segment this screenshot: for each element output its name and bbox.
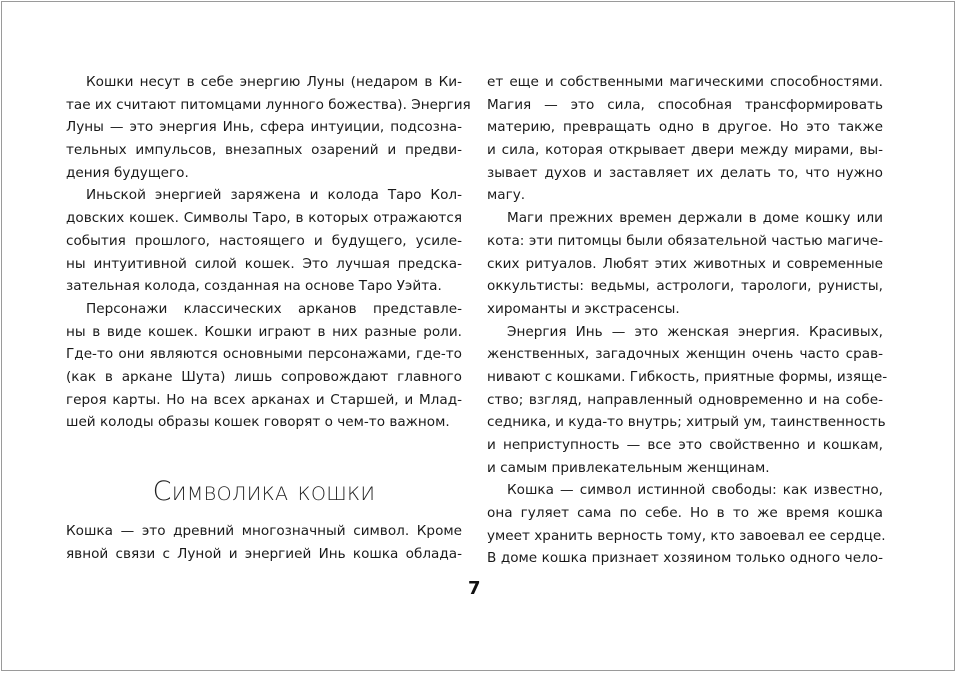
text-line: и сила, которая открывает двери между мирами, вы- <box>487 142 883 159</box>
text-line: ство; взгляд, направленный одновременно и на собе- <box>487 391 883 408</box>
text-line: героя карты. Но на всех арканах и Старшей, и Млад- <box>66 391 462 408</box>
text-line: магу. <box>487 187 526 204</box>
text-line: ских ритуалов. Любят этих животных и современные <box>487 255 883 272</box>
text-line: тае их считают питомцами лунного божества). Энергия <box>66 96 471 113</box>
text-line: тельных импульсов, внезапных озарений и предви- <box>66 142 462 159</box>
left-column <box>66 71 471 434</box>
text-line: и неприступность — все это свойственно и кошкам, <box>487 437 883 453</box>
text-line: Маги прежних времен держали в доме кошку или <box>507 210 883 227</box>
text-line: В доме кошка признает хозяином только одного чело- <box>487 550 883 567</box>
text-line: дения будущего. <box>66 164 189 181</box>
text-line: Кошки несут в себе энергию Луны (недаром в Ки- <box>86 74 462 90</box>
page-number: 7 <box>468 578 481 599</box>
text-line: Иньской энергией заряжена и колода Таро Кол- <box>86 187 462 204</box>
text-line: зательная колода, созданная на основе Таро Уэйта. <box>66 278 442 295</box>
text-line: Где-то они являются основными персонажами, где-то <box>66 346 462 363</box>
text-line: ны интуитивной силой кошек. Это лучшая предска- <box>66 255 462 272</box>
text-line: Магия — это сила, способная трансформировать <box>487 96 883 113</box>
text-line: Персонажи классических арканов представле- <box>86 300 462 317</box>
paragraph <box>66 298 462 434</box>
paragraph <box>66 184 462 297</box>
text-line: она гуляет сама по себе. Но в то же время кошка <box>487 505 883 522</box>
text-line: Кошка — это древний многозначный символ. Кроме <box>66 523 462 539</box>
paragraph <box>487 321 888 480</box>
text-line: шей колоды образы кошек говорят о чем-то важном. <box>66 414 450 431</box>
text-line: хироманты и экстрасенсы. <box>487 300 680 317</box>
paragraph <box>487 479 886 570</box>
text-line: кота: эти питомцы были обязательной частью магиче- <box>487 232 883 249</box>
paragraph <box>66 520 462 565</box>
text-line: и самым привлекательным женщинам. <box>487 459 770 476</box>
text-line: (как в аркане Шута) лишь сопровождают главного <box>66 368 462 385</box>
text-line: ны в виде кошек. Кошки играют в них разные роли. <box>66 323 462 340</box>
text-line: материю, превращать одно в другое. Но это также <box>487 119 883 136</box>
text-line: явной связи с Луной и энергией Инь кошка облада- <box>66 545 462 562</box>
text-line: оккультисты: ведьмы, астрологи, тарологи, рунисты, <box>487 278 883 295</box>
text-line: женственных, загадочных женщин очень часто срав- <box>487 346 883 363</box>
text-line: нивают с кошками. Гибкость, приятные формы, изяще- <box>487 368 888 385</box>
section-body <box>66 520 462 565</box>
text-line: довских кошек. Символы Таро, в которых отражаются <box>66 210 462 227</box>
section-heading: Символика кошки <box>152 476 376 507</box>
text-line: зывает духов и заставляет их делать то, что нужно <box>487 164 883 181</box>
paragraph <box>487 71 883 207</box>
paragraph <box>487 207 883 320</box>
text-line: умеет хранить верность тому, кто завоевал ее сердце. <box>487 527 886 544</box>
text-line: события прошлого, настоящего и будущего, усиле- <box>66 232 462 249</box>
text-line: ет еще и собственными магическими способностями. <box>487 74 883 90</box>
paragraph <box>66 71 471 184</box>
text-line: седника, и куда-то внутрь; хитрый ум, таинственность <box>487 414 886 431</box>
text-line: Кошка — символ истинной свободы: как известно, <box>507 482 883 499</box>
right-column <box>487 71 888 570</box>
text-line: Энергия Инь — это женская энергия. Красивых, <box>507 323 883 340</box>
text-line: Луны — это энергия Инь, сфера интуиции, подсозна- <box>66 119 462 136</box>
